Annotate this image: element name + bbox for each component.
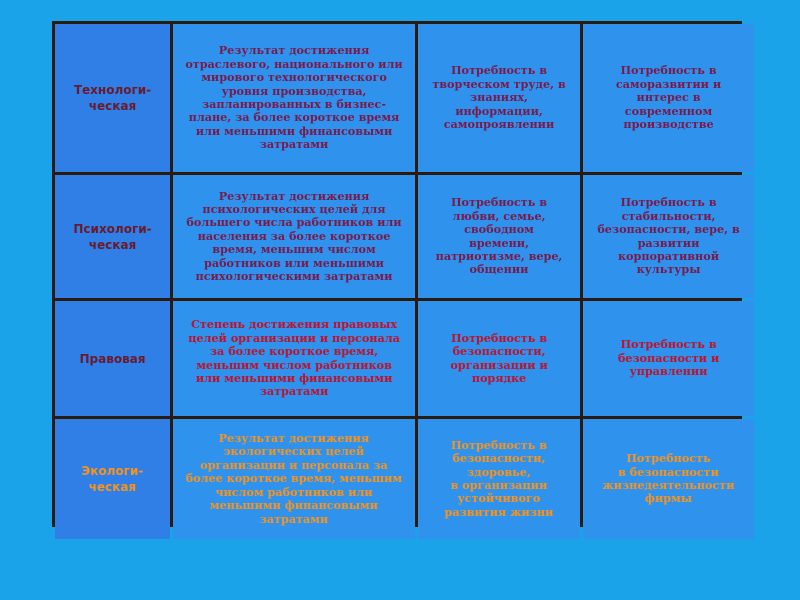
need-text: Потребность в безопасности жизнедеятельности фирмы [602,451,735,506]
row-label-text: Экологи- ческая [81,464,144,494]
result-cell-ecological [173,419,415,539]
row-label-legal [55,301,170,416]
efficiency-table [52,21,742,527]
row-label-text: Технологи- ческая [73,83,152,113]
need-text: Потребность в безопасности и управлении [617,337,720,379]
need-text: Потребность в безопасности, здоровье, в организации устойчивого развития жизни [444,437,554,519]
need-text: Потребность в стабильности, безопасности, вере, в развитии корпоративной культуры [597,195,740,277]
row-label-technological [55,24,170,172]
row-label-text: Правовая [79,351,146,366]
need-organization-cell-ecological [583,419,754,539]
row-label-psychological [55,175,170,298]
need-personnel-cell-ecological [418,419,580,539]
result-text: Результат достижения психологических целей для большего числа работников или населения за более короткое время, меньшим числом работников или меньшими психологическими затратами [186,188,402,284]
result-text: Результат достижения экологических целей организации и персонала за более короткое время, меньшим числом работников или меньшими финансовыми затратами [185,431,403,526]
result-text: Степень достижения правовых целей организации и персонала за более короткое время, меньшим числом работников или меньшими финансовыми затратами [188,317,400,399]
need-organization-cell-technological [583,24,754,172]
result-cell-psychological [173,175,415,298]
need-text: Потребность в саморазвитии и интерес в современном производстве [615,63,722,132]
need-text: Потребность в любви, семье, свободном времени, патриотизме, вере, общении [435,195,563,277]
result-cell-technological [173,24,415,172]
row-label-text: Психологи- ческая [73,221,152,252]
need-organization-cell-psychological [583,175,754,298]
need-text: Потребность в безопасности, организации и порядке [450,330,548,385]
need-personnel-cell-psychological [418,175,580,298]
need-text: Потребность в творческом труде, в знаниях, информации, самопроявлении [432,63,566,132]
need-organization-cell-legal [583,301,754,416]
row-label-ecological [55,419,170,539]
need-personnel-cell-technological [418,24,580,172]
result-text: Результат достижения отраслевого, национального или мирового технологического уровня производства, запланированных в бизнес- плане, за более короткое время или меньшими финансовыми затратами [185,43,403,152]
need-personnel-cell-legal [418,301,580,416]
result-cell-legal [173,301,415,416]
